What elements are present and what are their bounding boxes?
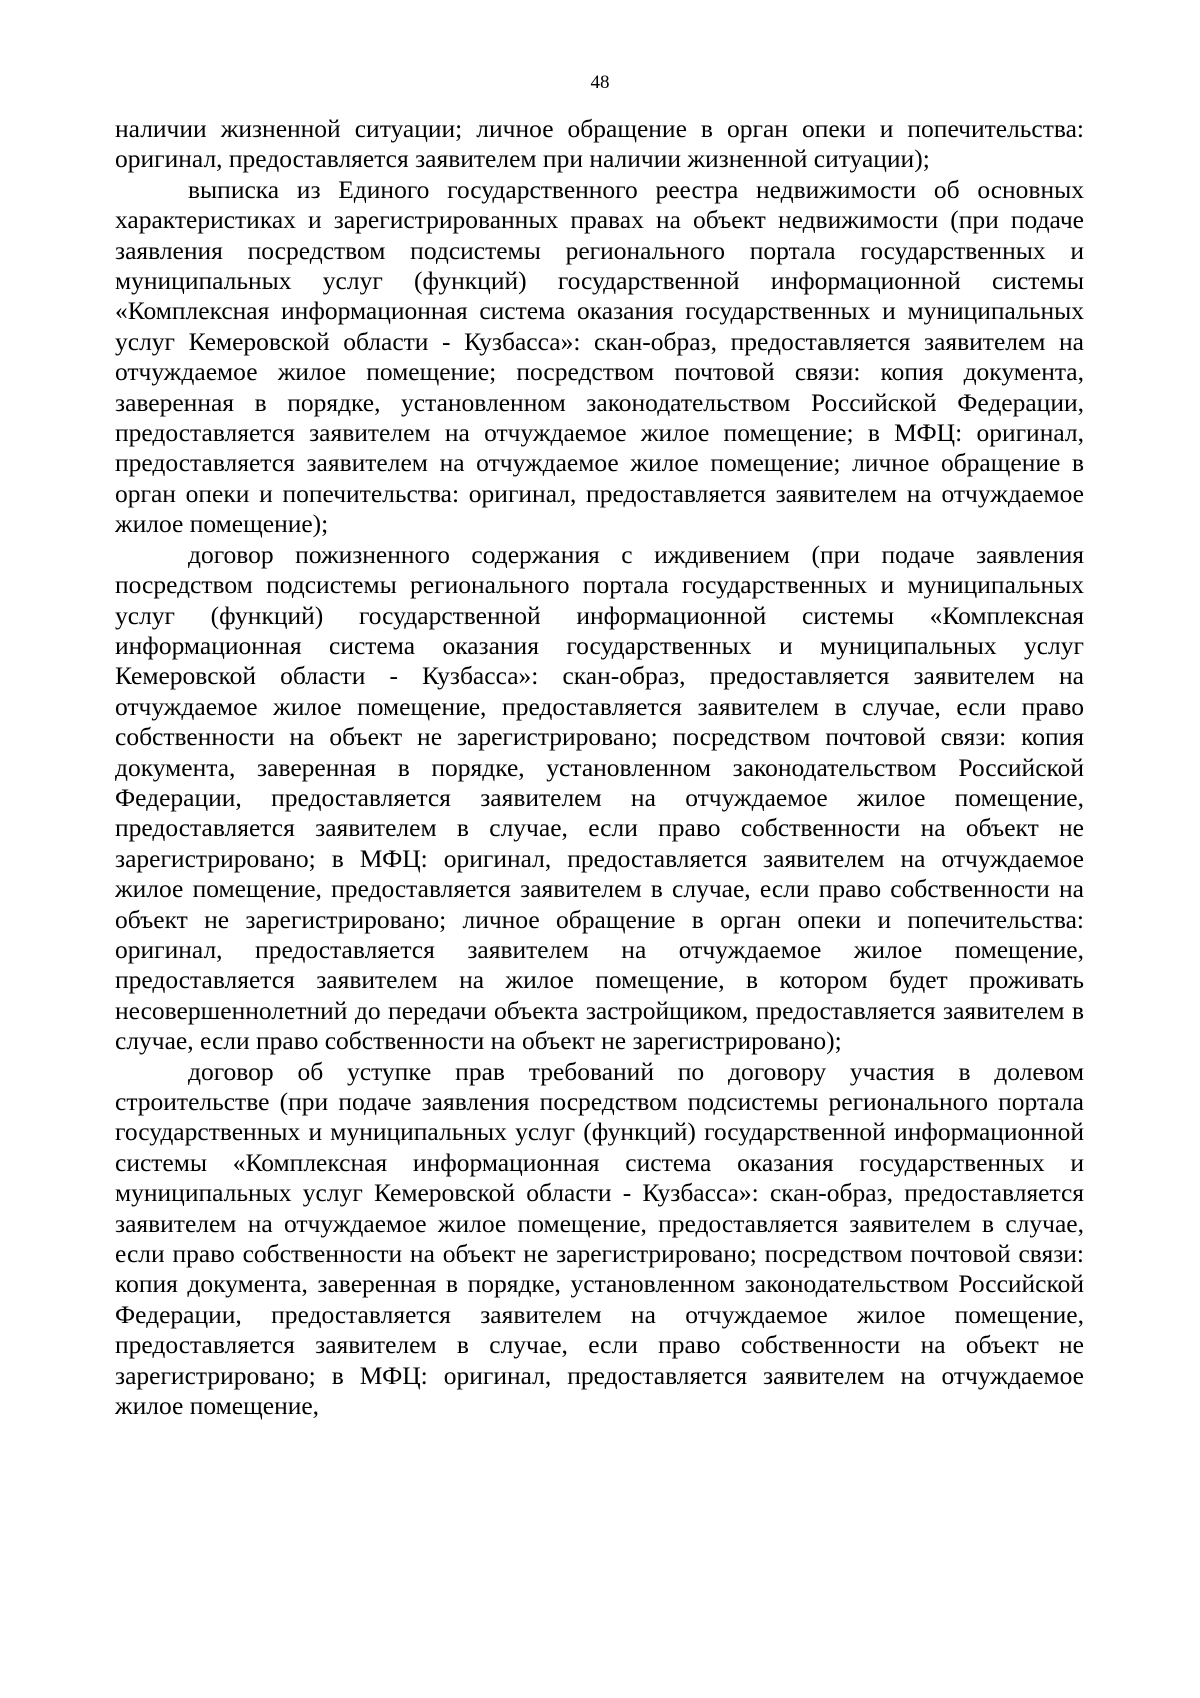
paragraph-1: наличии жизненной ситуации; личное обращение в орган опеки и попечительства: оригинал, предоставляется заявителем при наличии жизненной ситуации); [115, 114, 1084, 174]
paragraph-4: договор об уступке прав требований по договору участия в долевом строительстве (при подаче заявления посредством подсистемы регионального портала государственных и муниципальных услуг (функций) государственной информационной системы «Комплексная информационная система оказания государственных и муниципальных услуг Кемеровской области - Кузбасса»: скан-образ, предоставляется заявителем на отчуждаемое жилое помещение, предоставляется заявителем в случае, если право собственности на объект не зарегистрировано; посредством почтовой связи: копия документа, заверенная в порядке, установленном законодательством Российской Федерации, предоставляется заявителем на отчуждаемое жилое помещение, предоставляется заявителем в случае, если право собственности на объект не зарегистрировано; в МФЦ: оригинал, предоставляется заявителем на отчуждаемое жилое помещение, [115, 1056, 1084, 1421]
page-number: 48 [590, 72, 610, 93]
paragraph-3: договор пожизненного содержания с иждивением (при подаче заявления посредством подсистемы регионального портала государственных и муниципальных услуг (функций) государственной информационной системы «Комплексная информационная система оказания государственных и муниципальных услуг Кемеровской области - Кузбасса»: скан-образ, предоставляется заявителем на отчуждаемое жилое помещение, предоставляется заявителем в случае, если право собственности на объект не зарегистрировано; посредством почтовой связи: копия документа, заверенная в порядке, установленном законодательством Российской Федерации, предоставляется заявителем на отчуждаемое жилое помещение, предоставляется заявителем в случае, если право собственности на объект не зарегистрировано; в МФЦ: оригинал, предоставляется заявителем на отчуждаемое жилое помещение, предоставляется заявителем в случае, если право собственности на объект не зарегистрировано; личное обращение в орган опеки и попечительства: оригинал, предоставляется заявителем на отчуждаемое жилое помещение, предоставляется заявителем на жилое помещение, в котором будет проживать несовершеннолетний до передачи объекта застройщиком, предоставляется заявителем в случае, если право собственности на объект не зарегистрировано); [115, 539, 1084, 1056]
document-body [115, 114, 1084, 1421]
paragraph-2: выписка из Единого государственного реестра недвижимости об основных характеристиках и зарегистрированных правах на объект недвижимости (при подаче заявления посредством подсистемы регионального портала государственных и муниципальных услуг (функций) государственной информационной системы «Комплексная информационная система оказания государственных и муниципальных услуг Кемеровской области - Кузбасса»: скан-образ, предоставляется заявителем на отчуждаемое жилое помещение; посредством почтовой связи: копия документа, заверенная в порядке, установленном законодательством Российской Федерации, предоставляется заявителем на отчуждаемое жилое помещение; в МФЦ: оригинал, предоставляется заявителем на отчуждаемое жилое помещение; личное обращение в орган опеки и попечительства: оригинал, предоставляется заявителем на отчуждаемое жилое помещение); [115, 174, 1084, 539]
